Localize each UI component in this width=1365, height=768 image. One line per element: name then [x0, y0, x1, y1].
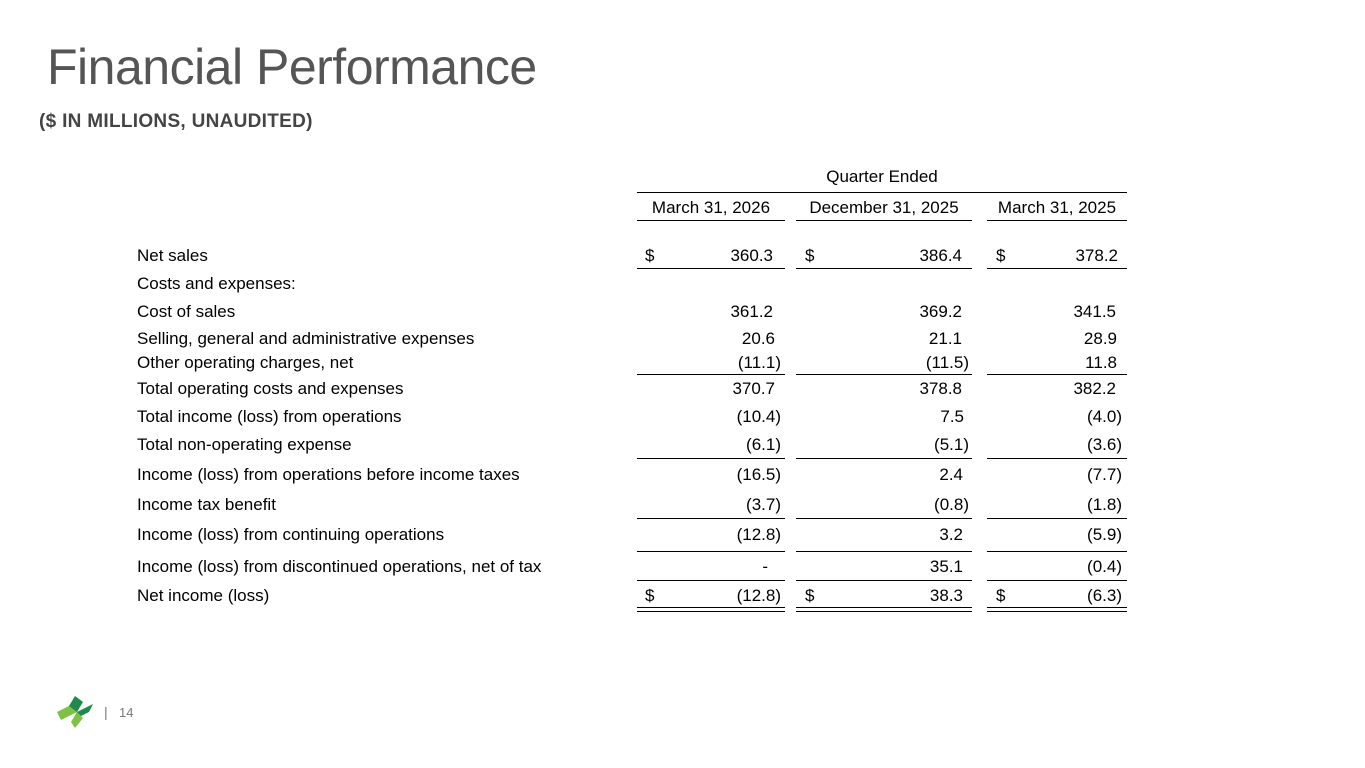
table-cell: 370.7 [732, 379, 775, 398]
table-cell: 378.8 [919, 379, 962, 398]
table-rule [637, 518, 785, 519]
table-cell: (0.4) [1087, 557, 1122, 576]
row-label-other-operating-charges: Other operating charges, net [137, 353, 354, 372]
table-cell: (3.6) [1087, 435, 1122, 454]
table-cell: (5.1) [934, 435, 969, 454]
table-rule [637, 268, 785, 269]
table-cell: 360.3 [730, 246, 773, 265]
row-label-continuing-operations: Income (loss) from continuing operations [137, 525, 445, 544]
table-rule [987, 268, 1127, 269]
table-rule [637, 551, 785, 552]
table-cell: 341.5 [1073, 302, 1116, 321]
table-cell: (1.8) [1087, 495, 1122, 514]
table-cell: (11.1) [737, 353, 781, 372]
table-cell: - [762, 557, 768, 576]
table-cell: (6.3) [1087, 586, 1122, 605]
table-cell: 20.6 [741, 329, 775, 348]
table-rule [796, 518, 972, 519]
table-cell: (0.8) [934, 495, 969, 514]
row-label-sga: Selling, general and administrative expenses [137, 329, 475, 348]
page-title: Financial Performance [47, 39, 537, 95]
double-underline [796, 607, 972, 612]
table-cell: 382.2 [1073, 379, 1116, 398]
column-header-rule [987, 220, 1127, 221]
column-header-q1-2026: March 31, 2026 [651, 198, 771, 217]
table-rule [987, 551, 1127, 552]
row-label-income-from-operations: Total income (loss) from operations [137, 407, 402, 426]
row-label-costs-and-expenses: Costs and expenses: [137, 274, 296, 293]
table-cell: 378.2 [1075, 246, 1118, 265]
row-label-non-operating-expense: Total non-operating expense [137, 435, 352, 454]
table-rule [796, 580, 972, 581]
table-cell: 28.9 [1083, 329, 1117, 348]
table-cell: 361.2 [730, 302, 773, 321]
table-rule [796, 458, 972, 459]
table-cell: 7.5 [940, 407, 964, 426]
table-rule [987, 458, 1127, 459]
period-header-rule [637, 192, 1127, 193]
column-header-q4-2025: December 31, 2025 [809, 198, 959, 217]
table-cell: (6.1) [746, 435, 781, 454]
table-cell: (4.0) [1087, 407, 1122, 426]
currency-symbol: $ [645, 586, 655, 605]
table-cell: 11.8 [1085, 353, 1117, 372]
currency-symbol: $ [996, 586, 1006, 605]
table-cell: (3.7) [746, 495, 781, 514]
row-label-net-income: Net income (loss) [137, 586, 270, 605]
table-rule [796, 374, 972, 375]
table-cell: (11.5) [925, 353, 969, 372]
table-rule [987, 518, 1127, 519]
row-label-income-before-taxes: Income (loss) from operations before income taxes [137, 465, 520, 484]
table-rule [987, 374, 1127, 375]
table-cell: (10.4) [736, 407, 781, 426]
table-rule [796, 268, 972, 269]
row-label-total-operating-costs: Total operating costs and expenses [137, 379, 404, 398]
column-header-rule [637, 220, 785, 221]
column-header-q1-2025: March 31, 2025 [997, 198, 1117, 217]
currency-symbol: $ [996, 246, 1006, 265]
table-cell: 38.3 [929, 586, 963, 605]
table-cell: (16.5) [736, 465, 781, 484]
table-cell: 3.2 [939, 525, 963, 544]
row-label-income-tax-benefit: Income tax benefit [137, 495, 276, 514]
currency-symbol: $ [805, 586, 815, 605]
table-cell: 21.1 [928, 329, 962, 348]
table-cell: (12.8) [736, 586, 781, 605]
table-rule [637, 458, 785, 459]
table-rule [637, 374, 785, 375]
currency-symbol: $ [805, 246, 815, 265]
page-number: 14 [119, 705, 134, 720]
footer-separator: | [104, 704, 108, 720]
currency-symbol: $ [645, 246, 655, 265]
double-underline [637, 607, 785, 612]
page-subtitle: ($ IN MILLIONS, UNAUDITED) [39, 111, 313, 132]
table-cell: (12.8) [736, 525, 781, 544]
row-label-discontinued-operations: Income (loss) from discontinued operations, net of tax [137, 557, 542, 576]
column-header-rule [796, 220, 972, 221]
row-label-cost-of-sales: Cost of sales [137, 302, 236, 321]
table-cell: 35.1 [929, 557, 963, 576]
table-cell: 369.2 [919, 302, 962, 321]
table-cell: (7.7) [1087, 465, 1122, 484]
table-cell: (5.9) [1087, 525, 1122, 544]
table-cell: 2.4 [939, 465, 963, 484]
double-underline [987, 607, 1127, 612]
period-header: Quarter Ended [826, 167, 938, 186]
table-rule [796, 551, 972, 552]
company-logo-icon [55, 694, 97, 730]
row-label-net-sales: Net sales [137, 246, 208, 265]
table-cell: 386.4 [919, 246, 962, 265]
table-rule [987, 580, 1127, 581]
table-rule [637, 580, 785, 581]
